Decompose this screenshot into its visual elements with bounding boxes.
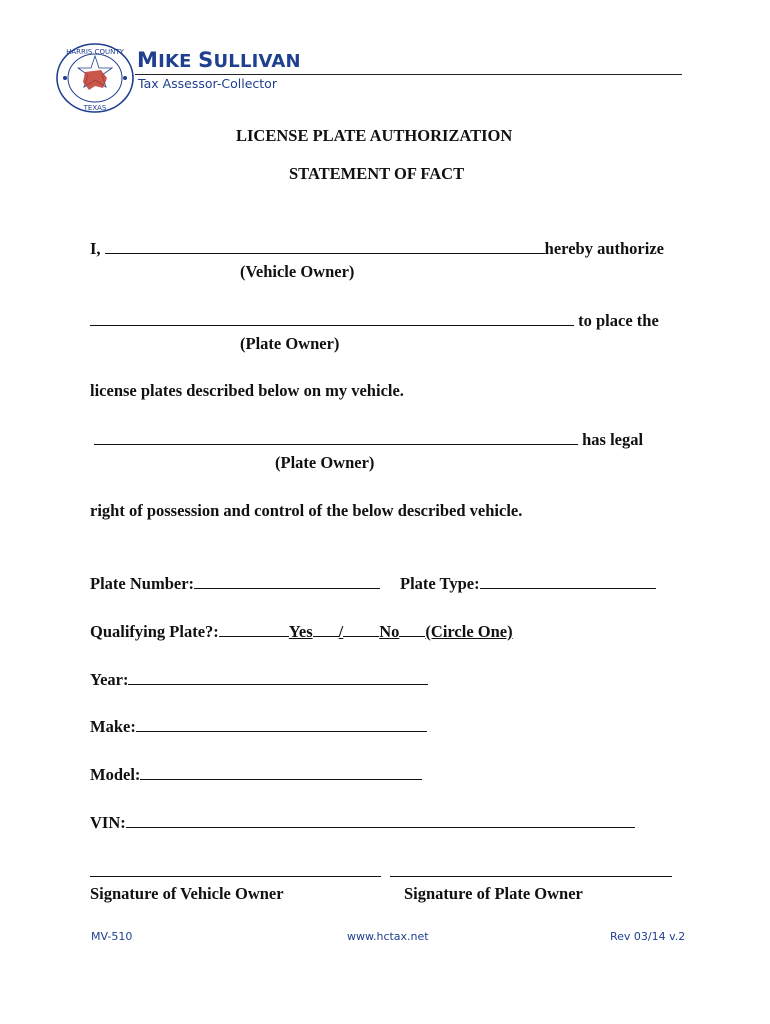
no-option[interactable]: No — [379, 622, 400, 641]
make-row — [90, 716, 427, 737]
place-the-text: to place the — [578, 311, 659, 330]
slash-separator: / — [338, 622, 344, 641]
model-field[interactable] — [140, 764, 422, 780]
possession-statement: right of possession and control of the below described vehicle. — [90, 501, 523, 520]
header-subtitle: Tax Assessor-Collector — [138, 76, 277, 91]
circle-one-instruction: (Circle One) — [425, 622, 513, 641]
vin-label: VIN: — [90, 813, 126, 832]
plate-owner-signature-line[interactable] — [390, 876, 672, 877]
svg-text:TEXAS: TEXAS — [83, 104, 107, 112]
svg-text:HARRIS COUNTY: HARRIS COUNTY — [66, 48, 124, 56]
plate-number-row — [90, 573, 380, 594]
qualifying-blank-4 — [399, 621, 425, 637]
vehicle-owner-line — [90, 238, 664, 259]
vehicle-owner-field[interactable] — [105, 238, 545, 254]
has-legal-text: has legal — [582, 430, 644, 449]
plate-owner-field-1[interactable] — [90, 310, 574, 326]
plate-owner-signature-label: Signature of Plate Owner — [404, 884, 583, 903]
qualifying-blank-1 — [219, 621, 289, 637]
make-field[interactable] — [136, 716, 427, 732]
model-label: Model: — [90, 765, 141, 784]
form-title: LICENSE PLATE AUTHORIZATION — [236, 126, 513, 145]
plate-type-row — [400, 573, 656, 594]
qualifying-blank-2 — [313, 621, 339, 637]
plate-owner-line-2 — [94, 429, 643, 450]
qualifying-blank-3 — [343, 621, 379, 637]
vin-field[interactable] — [126, 812, 635, 828]
website-link[interactable]: www.hctax.net — [347, 930, 429, 943]
vin-row — [90, 812, 635, 833]
year-label: Year: — [90, 670, 129, 689]
model-row — [90, 764, 422, 785]
plate-owner-line-1 — [90, 310, 659, 331]
plate-type-field[interactable] — [480, 573, 656, 589]
harris-county-seal-logo — [55, 42, 135, 114]
qualifying-plate-row — [90, 621, 513, 642]
authorize-text: hereby authorize — [544, 239, 664, 258]
make-label: Make: — [90, 717, 136, 736]
qualifying-plate-label: Qualifying Plate?: — [90, 622, 219, 641]
prefix-text: I, — [90, 239, 101, 258]
license-plates-statement: license plates described below on my vehicle. — [90, 381, 404, 400]
header-divider — [135, 74, 682, 75]
year-field[interactable] — [128, 669, 428, 685]
plate-number-label: Plate Number: — [90, 574, 195, 593]
revision-label: Rev 03/14 v.2 — [610, 930, 686, 943]
header-name: MIKE SULLIVAN — [137, 48, 301, 72]
plate-number-field[interactable] — [194, 573, 380, 589]
year-row — [90, 669, 428, 690]
form-number: MV-510 — [91, 930, 133, 943]
yes-option[interactable]: Yes — [288, 622, 313, 641]
plate-type-label: Plate Type: — [400, 574, 480, 593]
plate-owner-caption-2: (Plate Owner) — [275, 453, 375, 472]
plate-owner-caption-1: (Plate Owner) — [240, 334, 340, 353]
vehicle-owner-signature-label: Signature of Vehicle Owner — [90, 884, 284, 903]
vehicle-owner-signature-line[interactable] — [90, 876, 381, 877]
vehicle-owner-caption: (Vehicle Owner) — [240, 262, 355, 281]
plate-owner-field-2[interactable] — [94, 429, 578, 445]
form-subtitle: STATEMENT OF FACT — [289, 164, 465, 183]
